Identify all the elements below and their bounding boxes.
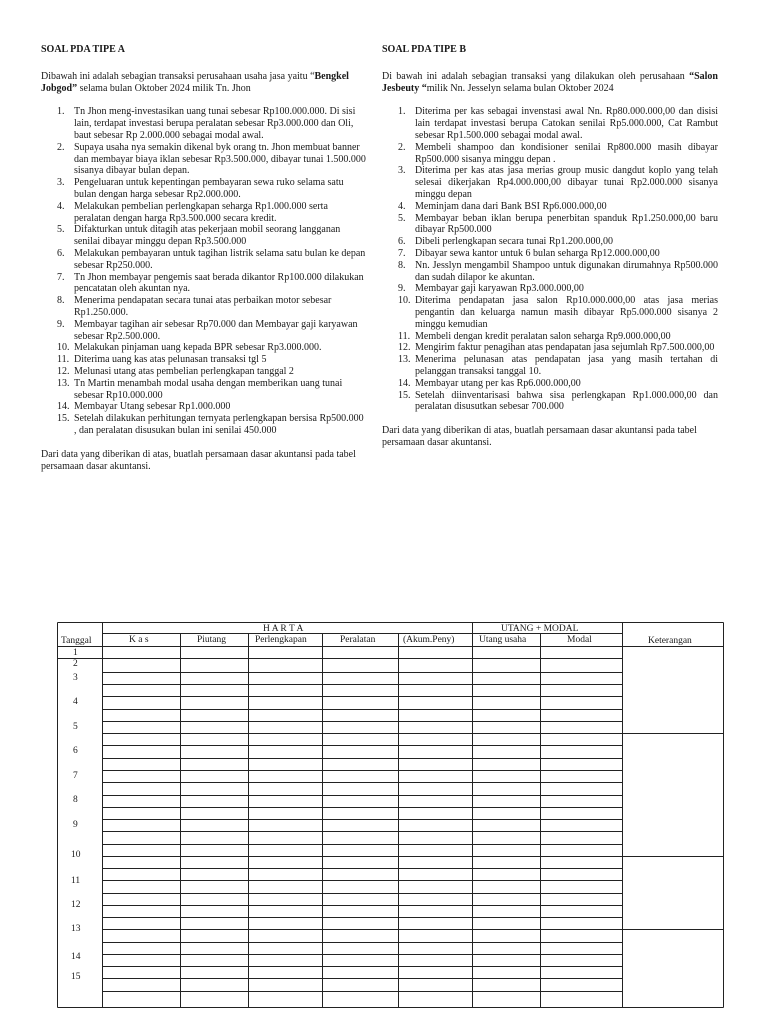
tipe-b-transaction-item [382, 142, 718, 166]
transaction-text: Diterima per kas atas jasa merias group music dangdut koplo yang telah selesai dikerjakan Rp4.000.000,00 dibayar tunai Rp2.000.000 sisanya minggu depan [415, 165, 718, 200]
transaction-number: 15. [398, 389, 411, 401]
transaction-text: Nn. Jesslyn mengambil Shampoo untuk digunakan dirumahnya Rp500.000 dan sudah dilapor ke akuntan. [415, 259, 718, 283]
tipe-a-transaction-item [41, 177, 367, 201]
tipe-a-title: SOAL PDA TIPE A [41, 44, 126, 55]
table-grid [57, 622, 724, 1008]
transaction-number: 11. [398, 330, 411, 342]
tanggal-cell: 11 [71, 876, 81, 886]
transaction-number: 10. [57, 342, 70, 354]
transaction-text: Membeli dengan kredit peralatan salon seharga Rp9.000.000,00 [415, 330, 671, 342]
tipe-b-intro-owner: milik Nn. Jesselyn selama bulan Oktober 2024 [426, 82, 614, 94]
transaction-number: 14. [398, 377, 411, 389]
tipe-b-transaction-item [382, 390, 718, 414]
transaction-text: Diterima uang kas atas pelunasan transaksi tgl 5 [74, 354, 267, 366]
transaction-number: 5. [398, 212, 406, 224]
tipe-b-transaction-item [382, 165, 718, 200]
tanggal-cell: 3 [73, 673, 78, 683]
tanggal-cell: 15 [71, 972, 81, 982]
transaction-number: 6. [57, 247, 65, 259]
tanggal-cell: 8 [73, 795, 78, 805]
transaction-number: 8. [398, 259, 406, 271]
tipe-a-transaction-item [41, 413, 367, 437]
tipe-b-transaction-item [382, 201, 718, 213]
transaction-number: 13. [398, 354, 411, 366]
tipe-b-company-name: “Salon Jesbeuty “ [382, 70, 718, 94]
tipe-b-transaction-item [382, 295, 718, 330]
header-utang-usaha: Utang usaha [479, 635, 527, 645]
header-harta: H A R T A [263, 624, 304, 634]
tipe-b-transaction-item [382, 283, 718, 295]
transaction-text: Melunasi utang atas pembelian perlengkapan tanggal 2 [74, 365, 294, 377]
transaction-text: Dibayar sewa kantor untuk 6 bulan seharga Rp12.000.000,00 [415, 247, 660, 259]
tipe-a-transaction-list [41, 106, 367, 436]
transaction-text: Membayar Utang sebesar Rp1.000.000 [74, 401, 231, 413]
transaction-number: 6. [398, 236, 406, 248]
transaction-text: Melakukan pembayaran untuk tagihan listrik selama satu bulan ke depan sebesar Rp250.000. [74, 247, 366, 271]
tipe-a-transaction-item [41, 342, 367, 354]
tipe-a-transaction-item [41, 401, 367, 413]
transaction-number: 3. [398, 165, 406, 177]
tipe-a-transaction-item [41, 106, 367, 141]
tanggal-cell: 5 [73, 722, 78, 732]
tipe-b-transaction-item [382, 236, 718, 248]
tanggal-cell: 7 [73, 771, 78, 781]
transaction-text: Diterima pendapatan jasa salon Rp10.000.000,00 atas jasa merias pengantin dan keluarga namun masih dibayar Rp5.000.000 sisanya 2 minggu kemudian [415, 295, 718, 330]
tanggal-cell: 1 [73, 648, 78, 658]
tipe-a-transaction-item [41, 224, 367, 248]
tipe-a-transaction-item [41, 142, 367, 177]
tipe-b-title: SOAL PDA TIPE B [382, 44, 467, 55]
transaction-text: Diterima per kas sebagai invenstasi awal Nn. Rp80.000.000,00 dan disisi lain terdapat investasi berupa Catokan senilai Rp5.000.000, Cat Rambut sebesar Rp1.500.000 sebagai modal awal. [415, 106, 718, 141]
tipe-b-transaction-item [382, 331, 718, 343]
tipe-a-transaction-item [41, 201, 367, 225]
tipe-a-intro [41, 71, 367, 95]
transaction-text: Dibeli perlengkapan secara tunai Rp1.200.000,00 [415, 236, 613, 248]
header-tanggal: Tanggal [61, 636, 92, 646]
transaction-text: Membayar utang per kas Rp6.000.000,00 [415, 377, 581, 389]
tipe-b-transaction-item [382, 248, 718, 260]
accounting-equation-table [57, 622, 724, 1008]
transaction-number: 3. [57, 177, 65, 189]
transaction-number: 11. [57, 354, 70, 366]
transaction-text: Membayar gaji karyawan Rp3.000.000,00 [415, 283, 584, 295]
tipe-a-transaction-item [41, 248, 367, 272]
tanggal-cell: 2 [73, 659, 78, 669]
tipe-a-transaction-item [41, 295, 367, 319]
transaction-text: Supaya usaha nya semakin dikenal byk orang tn. Jhon membuat banner dan membayar biaya iklan sebesar Rp3.500.000, dibayar tunai 1.500.000 sisanya dibayar bulan depan. [74, 141, 366, 177]
transaction-number: 7. [57, 271, 65, 283]
tipe-b-transaction-item [382, 106, 718, 141]
transaction-text: Menerima pendapatan secara tunai atas perbaikan motor sebesar Rp1.250.000. [74, 295, 332, 318]
tanggal-cell: 14 [71, 952, 81, 962]
tipe-b-transaction-item [382, 378, 718, 390]
tipe-b-transaction-item [382, 354, 718, 378]
transaction-text: Pengeluaran untuk kepentingan pembayaran sewa ruko selama satu bulan dengan harga sebesar Rp2.000.000. [74, 177, 344, 200]
tipe-b-transaction-item [382, 213, 718, 237]
tipe-b-intro-text: Di bawah ini adalah sebagian transaksi yang dilakukan oleh perusahaan [382, 70, 690, 82]
transaction-number: 1. [57, 106, 65, 118]
soal-tipe-a [41, 44, 367, 472]
transaction-text: Difakturkan untuk ditagih atas pekerjaan mobil seorang langganan senilai dibayar minggu depan Rp3.500.000 [74, 224, 341, 248]
transaction-text: Membayar beban iklan berupa penerbitan spanduk Rp1.250.000,00 baru dibayar Rp500.000 [415, 212, 718, 236]
transaction-number: 4. [398, 200, 406, 212]
header-akum-peny: (Akum.Peny) [403, 635, 455, 645]
tipe-b-intro [382, 71, 718, 95]
tipe-a-intro-owner: selama bulan Oktober 2024 milik Tn. Jhon [77, 82, 251, 94]
transaction-number: 1. [398, 106, 406, 118]
tanggal-cell: 12 [71, 900, 81, 910]
tipe-a-intro-text: Dibawah ini adalah sebagian transaksi perusahaan usaha jasa yaitu “ [41, 70, 315, 82]
transaction-number: 12. [398, 342, 411, 354]
tipe-b-transaction-item [382, 260, 718, 284]
header-piutang: Piutang [197, 635, 227, 645]
transaction-text: Menerima pelunasan atas pendapatan jasa yang masih tertahan di pelanggan transaksi tanggal 10. [415, 354, 718, 377]
header-kas: K a s [129, 635, 149, 645]
header-peralatan: Peralatan [340, 635, 376, 645]
transaction-text: Mengirim faktur penagihan atas pendapatan jasa sejumlah Rp7.500.000,00 [415, 342, 715, 354]
tanggal-cell: 10 [71, 850, 81, 860]
transaction-number: 14. [57, 401, 70, 413]
tipe-b-transaction-item [382, 342, 718, 354]
soal-tipe-b [382, 44, 718, 449]
transaction-text: Setelah diinventarisasi bahwa sisa perlengkapan Rp1.000.000,00 dan peralatan disusutkan sebesar 700.000 [415, 389, 718, 413]
header-utang-modal: UTANG + MODAL [501, 624, 579, 634]
transaction-number: 12. [57, 365, 70, 377]
transaction-text: Membeli shampoo dan kondisioner senilai Rp800.000 masih dibayar Rp500.000 sisanya minggu depan . [415, 141, 718, 165]
tanggal-cell: 13 [71, 924, 81, 934]
transaction-text: Tn Martin menambah modal usaha dengan memberikan uang tunai sebesar Rp10.000.000 [74, 377, 343, 401]
transaction-number: 9. [57, 318, 65, 330]
transaction-number: 8. [57, 295, 65, 307]
header-keterangan: Keterangan [648, 636, 692, 646]
transaction-number: 7. [398, 247, 406, 259]
tanggal-cell: 6 [73, 746, 78, 756]
tanggal-cell: 9 [73, 820, 78, 830]
transaction-number: 5. [57, 224, 65, 236]
transaction-text: Meminjam dana dari Bank BSI Rp6.000.000,00 [415, 200, 607, 212]
tipe-b-instruction: Dari data yang diberikan di atas, buatlah persamaan dasar akuntansi pada tabel persamaan dasar akuntansi. [382, 425, 697, 448]
transaction-text: Melakukan pembelian perlengkapan seharga Rp1.000.000 serta peralatan dengan harga Rp3.500.000 secara kredit. [74, 200, 328, 224]
transaction-number: 2. [57, 141, 65, 153]
transaction-text: Tn Jhon meng-investasikan uang tunai sebesar Rp100.000.000. Di sisi lain, terdapat investasi berupa peralatan sebesar Rp3.000.000 dan Oli, baut sebesar Rp 2.000.000 sebagai modal awal. [74, 106, 356, 141]
tipe-a-transaction-item [41, 378, 367, 402]
transaction-text: Tn Jhon membayar pengemis saat berada dikantor Rp100.000 dilakukan pencatatan oleh akuntan nya. [74, 271, 364, 295]
tipe-a-instruction: Dari data yang diberikan di atas, buatlah persamaan dasar akuntansi pada tabel persamaan dasar akuntansi. [41, 448, 356, 472]
transaction-number: 4. [57, 200, 65, 212]
tipe-a-transaction-item [41, 272, 367, 296]
header-modal: Modal [567, 635, 592, 645]
tipe-b-transaction-list [382, 106, 718, 413]
tipe-a-transaction-item [41, 354, 367, 366]
tanggal-cell: 4 [73, 697, 78, 707]
transaction-text: Setelah dilakukan perhitungan ternyata perlengkapan bersisa Rp500.000 , dan peralatan disusukan bulan ini senilai 450.000 [74, 413, 364, 436]
tipe-a-transaction-item [41, 319, 367, 343]
tipe-a-transaction-item [41, 366, 367, 378]
transaction-text: Melakukan pinjaman uang kepada BPR sebesar Rp3.000.000. [74, 342, 322, 354]
transaction-number: 10. [398, 295, 411, 307]
transaction-number: 2. [398, 141, 406, 153]
header-perlengkapan: Perlengkapan [255, 635, 307, 645]
transaction-number: 13. [57, 377, 70, 389]
transaction-number: 9. [398, 283, 406, 295]
tipe-a-company-name: Bengkel Jobgod” [41, 70, 349, 94]
transaction-number: 15. [57, 413, 70, 425]
transaction-text: Membayar tagihan air sebesar Rp70.000 dan Membayar gaji karyawan sebesar Rp2.500.000. [74, 318, 358, 342]
